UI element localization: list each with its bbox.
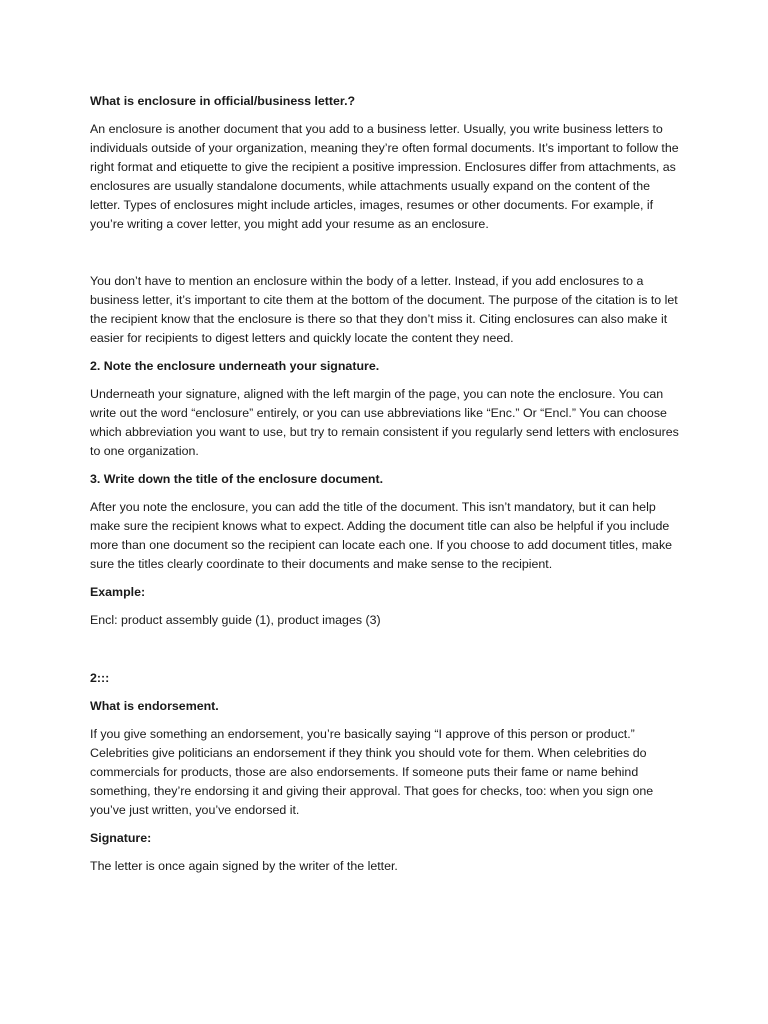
- signature-text: The letter is once again signed by the writer of the letter.: [90, 859, 398, 873]
- step-3-heading: 3. Write down the title of the enclosure document.: [90, 472, 384, 486]
- question-2-marker: 2:::: [90, 671, 110, 685]
- question-1-heading: What is enclosure in official/business letter.?: [90, 94, 356, 108]
- question-1-paragraph-2: You don’t have to mention an enclosure within the body of a letter. Instead, if you add enclosures to a business letter, it’s important to cite them at the bottom of the document. The purpose of the citation is to let the recipient know that the enclosure is there so that they don’t miss it. Citing enclosures can also make it easier for recipients to digest letters and quickly locate the content they need.: [90, 274, 678, 345]
- example-heading: Example:: [90, 585, 146, 599]
- step-3-paragraph: After you note the enclosure, you can add the title of the document. This isn’t mandatory, but it can help make sure the recipient knows what to expect. Adding the document title can also be helpful if you include more than one document so the recipient can locate each one. If you choose to add document titles, make sure the titles clearly coordinate to their documents and make sense to the recipient.: [90, 500, 673, 571]
- step-2-paragraph: Underneath your signature, aligned with the left margin of the page, you can note the enclosure. You can write out the word “enclosure” entirely, or you can use abbreviations like “Enc.” Or “Encl.” You can choose which abbreviation you want to use, but try to remain consistent if you regularly send letters with enclosures to one organization.: [90, 387, 679, 458]
- example-text: Encl: product assembly guide (1), product images (3): [90, 613, 381, 627]
- signature-heading: Signature:: [90, 831, 152, 845]
- question-1-paragraph-1: An enclosure is another document that you add to a business letter. Usually, you write business letters to individuals outside of your organization, meaning they’re often formal documents. It’s important to follow the right format and etiquette to give the recipient a positive impression. Enclosures differ from attachments, as enclosures are usually standalone documents, while attachments usually expand on the content of the letter. Types of enclosures might include articles, images, resumes or other documents. For example, if you’re writing a cover letter, you might add your resume as an enclosure.: [90, 122, 679, 231]
- step-2-heading: 2. Note the enclosure underneath your signature.: [90, 359, 380, 373]
- question-2-paragraph: If you give something an endorsement, you’re basically saying “I approve of this person or product.” Celebrities give politicians an endorsement if they think you should vote for them. When celebrities do commercials for products, those are also endorsements. If someone puts their fame or name behind something, they’re endorsing it and giving their approval. That goes for checks, too: when you sign one you’ve just written, you’ve endorsed it.: [90, 727, 654, 817]
- question-2-heading: What is endorsement.: [90, 699, 219, 713]
- document-body: [90, 92, 680, 876]
